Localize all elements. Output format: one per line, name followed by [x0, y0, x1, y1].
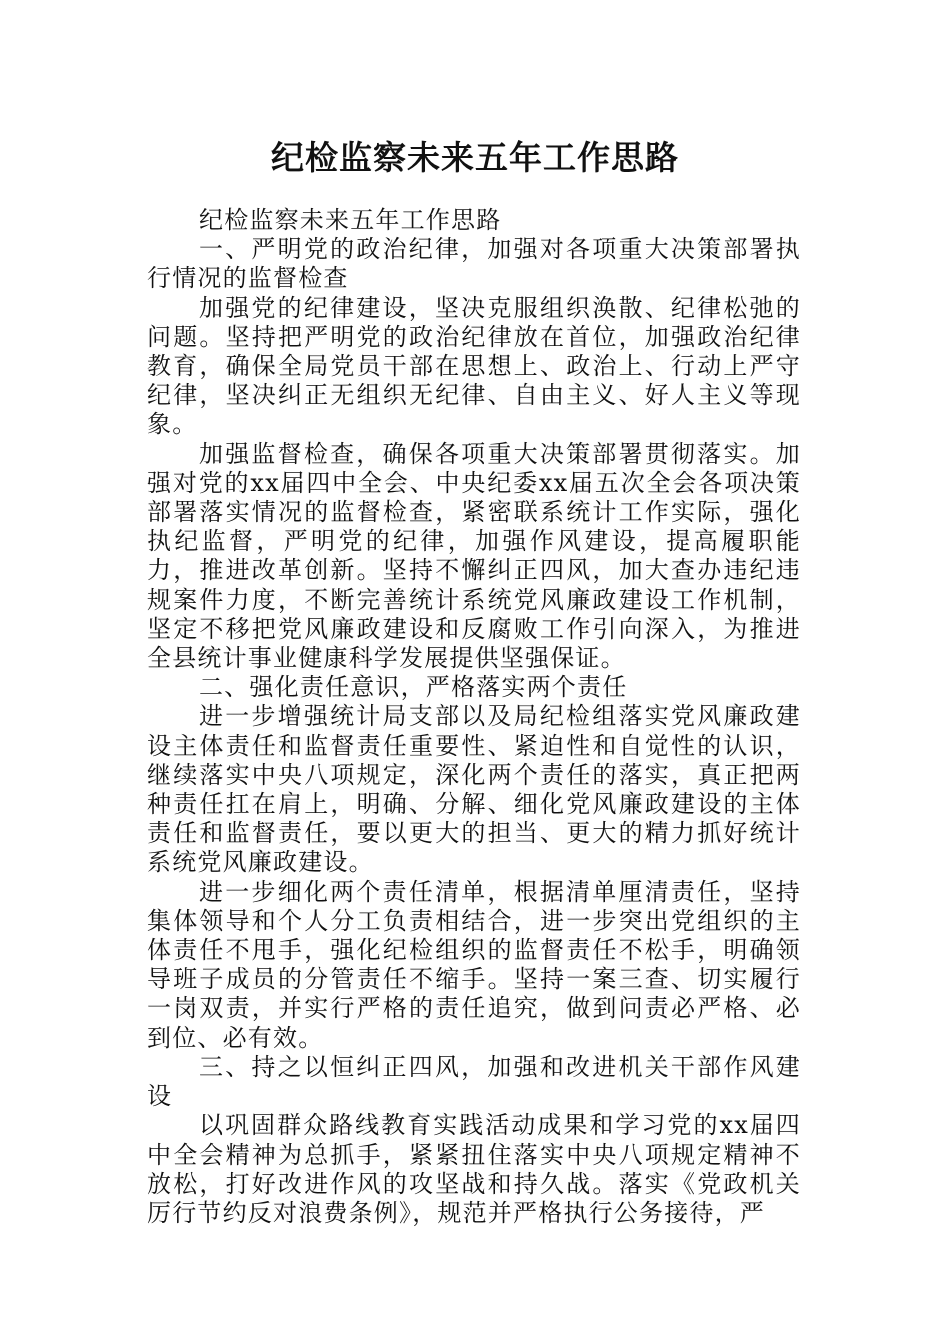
paragraph: 加强党的纪律建设，坚决克服组织涣散、纪律松弛的问题。坚持把严明党的政治纪律放在首位，加强政治纪律教育，确保全局党员干部在思想上、政治上、行动上严守纪律，坚决纠正无组织无纪律、自由主义、好人主义等现象。: [147, 293, 801, 439]
document-body: [147, 206, 801, 1228]
section-heading-1: 一、严明党的政治纪律，加强对各项重大决策部署执行情况的监督检查: [147, 235, 801, 293]
paragraph: 加强监督检查，确保各项重大决策部署贯彻落实。加强对党的xx届四中全会、中央纪委xx届五次全会各项决策部署落实情况的监督检查，紧密联系统计工作实际，强化执纪监督，严明党的纪律，加强作风建设，提高履职能力，推进改革创新。坚持不懈纠正四风，加大查办违纪违规案件力度，不断完善统计系统党风廉政建设工作机制，坚定不移把党风廉政建设和反腐败工作引向深入，为推进全县统计事业健康科学发展提供坚强保证。: [147, 439, 801, 673]
section-heading-3: 三、持之以恒纠正四风，加强和改进机关干部作风建设: [147, 1052, 801, 1111]
paragraph-subtitle: 纪检监察未来五年工作思路: [199, 206, 502, 234]
paragraph: 以巩固群众路线教育实践活动成果和学习党的xx届四中全会精神为总抓手，紧紧扭住落实中央八项规定精神不放松，打好改进作风的攻坚战和持久战。落实《党政机关厉行节约反对浪费条例》，规范并严格执行公务接待，严: [147, 1111, 801, 1227]
paragraph: 进一步增强统计局支部以及局纪检组落实党风廉政建设主体责任和监督责任重要性、紧迫性和自觉性的认识，继续落实中央八项规定，深化两个责任的落实，真正把两种责任扛在肩上，明确、分解、细化党风廉政建设的主体责任和监督责任，要以更大的担当、更大的精力抓好统计系统党风廉政建设。: [147, 702, 801, 877]
paragraph: 进一步细化两个责任清单，根据清单厘清责任，坚持集体领导和个人分工负责相结合，进一步突出党组织的主体责任不甩手，强化纪检组织的监督责任不松手，明确领导班子成员的分管责任不缩手。坚持一案三查、切实履行一岗双责，并实行严格的责任追究，做到问责必严格、必到位、必有效。: [147, 877, 801, 1052]
document-title: 纪检监察未来五年工作思路: [271, 138, 679, 177]
section-heading-2: 二、强化责任意识，严格落实两个责任: [199, 673, 628, 702]
